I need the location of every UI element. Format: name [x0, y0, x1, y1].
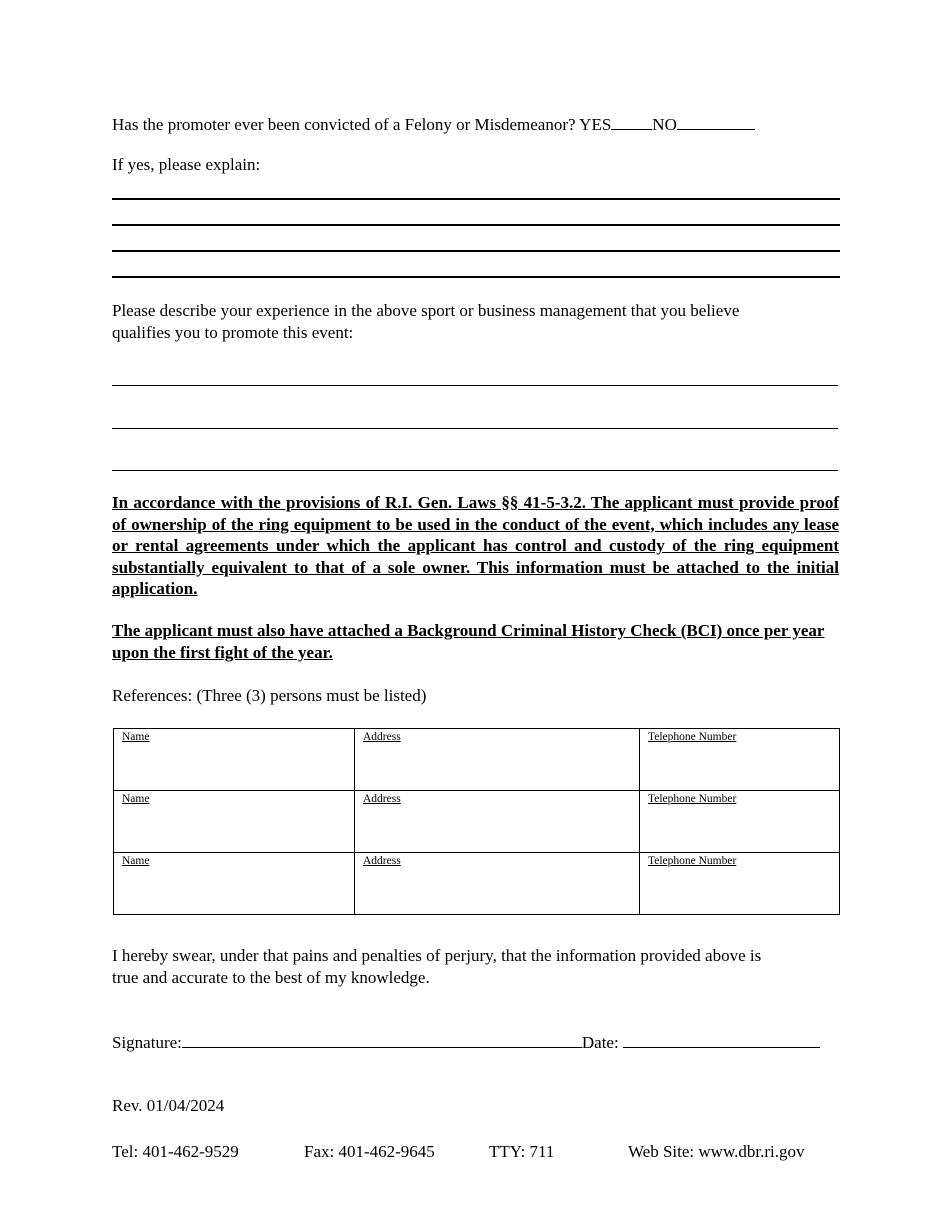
reference-name-cell[interactable]: Name	[114, 791, 355, 853]
experience-prompt-line2: qualifies you to promote this event:	[112, 323, 354, 342]
reference-phone-cell[interactable]: Telephone Number	[640, 729, 840, 791]
date-label: Date:	[581, 1033, 619, 1052]
table-row	[114, 853, 840, 915]
signature-field[interactable]	[182, 1031, 582, 1048]
reference-address-cell[interactable]: Address	[355, 853, 640, 915]
no-label: NO	[652, 115, 677, 134]
reference-phone-cell[interactable]: Telephone Number	[640, 853, 840, 915]
footer-fax: Fax: 401-462-9645	[304, 1142, 435, 1161]
reference-name-cell[interactable]: Name	[114, 853, 355, 915]
references-table	[113, 728, 840, 915]
table-row	[114, 791, 840, 853]
signature-label: Signature:	[112, 1033, 182, 1052]
felony-question	[112, 113, 755, 136]
provisions-paragraph: In accordance with the provisions of R.I. Gen. Laws §§ 41-5-3.2. The applicant must provide proof of ownership of the ring equipment to be used in the conduct of the event, which includes any lease or rental agreements under which the applicant has control and custody of the ring equipment substantially equivalent to that of a sole owner. This information must be attached to the initial application.	[112, 493, 839, 598]
felony-question-text: Has the promoter ever been convicted of a Felony or Misdemeanor? YES	[112, 115, 612, 134]
reference-address-cell[interactable]: Address	[355, 791, 640, 853]
no-answer-field[interactable]	[677, 113, 755, 130]
reference-address-cell[interactable]: Address	[355, 729, 640, 791]
explain-line-1[interactable]	[112, 198, 840, 200]
experience-line-2[interactable]	[112, 428, 838, 429]
explain-line-4[interactable]	[112, 276, 840, 278]
experience-line-3[interactable]	[112, 470, 838, 471]
experience-prompt	[112, 300, 840, 344]
reference-phone-cell[interactable]: Telephone Number	[640, 791, 840, 853]
footer-tel: Tel: 401-462-9529	[112, 1142, 239, 1161]
oath-line1: I hereby swear, under that pains and penalties of perjury, that the information provided above is	[112, 946, 762, 965]
oath-line2: true and accurate to the best of my knowledge.	[112, 968, 430, 987]
experience-line-1[interactable]	[112, 385, 838, 386]
date-field[interactable]	[623, 1031, 820, 1048]
table-row	[114, 729, 840, 791]
footer-website[interactable]: Web Site: www.dbr.ri.gov	[628, 1142, 805, 1161]
footer-tty: TTY: 711	[489, 1142, 555, 1161]
revision-date: Rev. 01/04/2024	[112, 1096, 225, 1115]
experience-prompt-line1: Please describe your experience in the above sport or business management that you believe	[112, 301, 740, 320]
reference-name-cell[interactable]: Name	[114, 729, 355, 791]
references-label: References: (Three (3) persons must be listed)	[112, 686, 427, 705]
signature-row	[112, 1031, 820, 1054]
yes-answer-field[interactable]	[611, 113, 652, 130]
explain-line-2[interactable]	[112, 224, 840, 226]
bci-paragraph: The applicant must also have attached a Background Criminal History Check (BCI) once per year upon the first fight of the year.	[112, 621, 825, 662]
explain-line-3[interactable]	[112, 250, 840, 252]
oath-statement	[112, 945, 840, 989]
explain-label: If yes, please explain:	[112, 155, 261, 174]
